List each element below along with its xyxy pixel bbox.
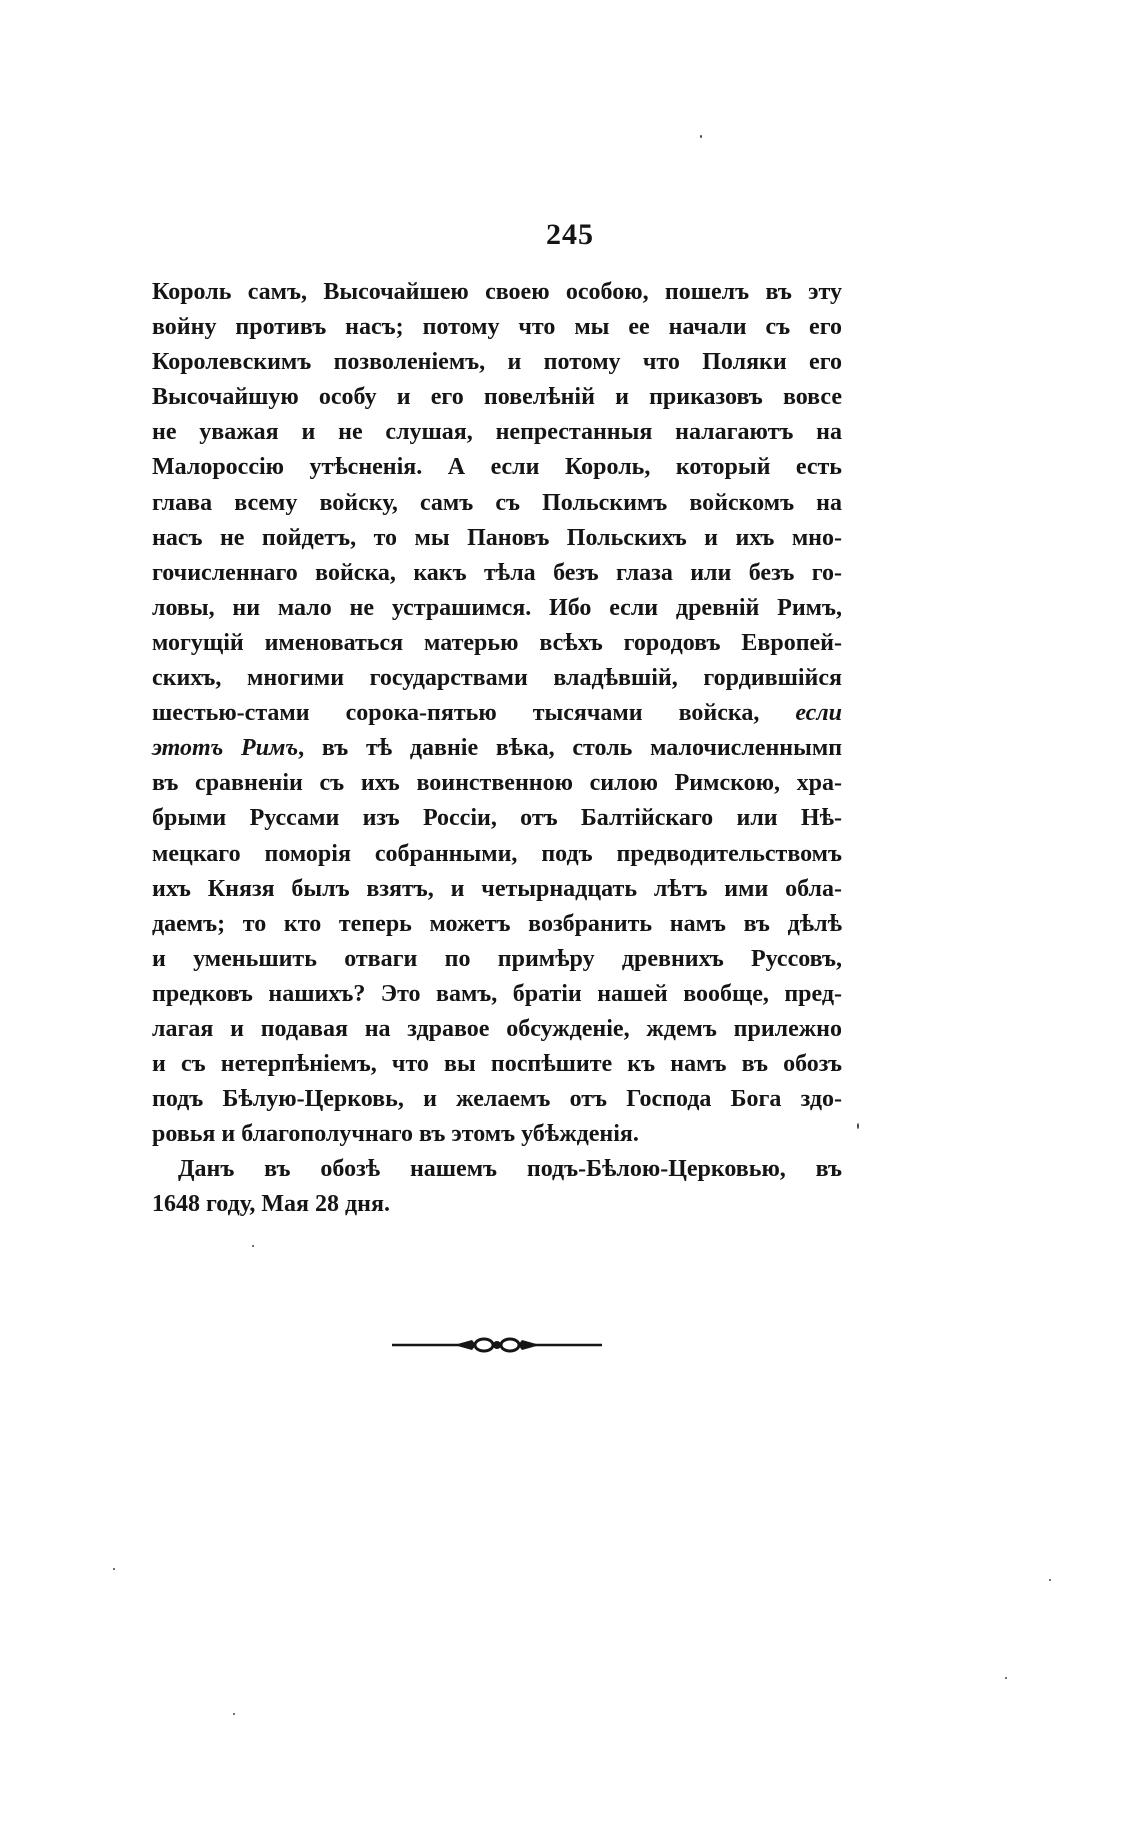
ornament-divider [392,1335,602,1355]
paper-speck [1005,1677,1007,1679]
text-line-11: могущій именоваться матерью всѣхъ городовъ Европей- [152,629,842,656]
text-line-1: Король самъ, Высочайшею своею особою, пошелъ въ эту [152,279,842,305]
paper-speck [252,1245,254,1247]
text-line-13-main: шестью-стами сорока-пятью тысячами войска, [152,700,760,727]
text-line-12: скихъ, многими государствами владѣвшій, гордившійся [152,665,842,692]
body-text [152,275,842,1223]
text-line-9: гочисленнаго войска, какъ тѣла безъ глаза или безъ го- [152,559,842,586]
text-line-21: предковъ нашихъ? Это вамъ, братіи нашей вообще, пред- [152,980,842,1007]
text-line-13 [152,696,842,731]
text-line-27: 1648 году, Мая 28 дня. [152,1191,390,1218]
paper-speck [113,1568,115,1570]
text-line-2: войну противъ насъ; потому что мы ее начали съ его [152,314,842,341]
text-line-15: въ сравненіи съ ихъ воинственною силою Римскою, хра- [152,770,842,797]
text-line-26: Данъ въ обозѣ нашемъ подъ-Бѣлою-Церковью, въ [178,1156,842,1183]
text-line-8: насъ не пойдетъ, то мы Пановъ Польскихъ и ихъ мно- [152,524,842,551]
text-line-25: ровья и благополучнаго въ этомъ убѣжденія. [152,1121,639,1148]
text-line-4: Высочайшую особу и его повелѣній и приказовъ вовсе [152,384,842,411]
page-number: 245 [546,218,594,251]
paper-speck [233,1713,235,1715]
text-line-20: и уменьшить отваги по примѣру древнихъ Руссовъ, [152,945,842,972]
text-line-5: не уважая и не слушая, непрестанныя налагаютъ на [152,419,842,446]
text-line-18: ихъ Князя былъ взятъ, и четырнадцать лѣтъ ими обла- [152,875,842,902]
text-line-7: глава всему войску, самъ съ Польскимъ войскомъ на [152,489,842,516]
text-line-3: Королевскимъ позволеніемъ, и потому что Поляки его [152,349,842,376]
text-line-14-italic: этотъ Римъ [152,735,299,762]
paper-speck [700,135,702,138]
text-line-16: брыми Руссами изъ Россіи, отъ Балтійскаго или Нѣ- [152,805,842,832]
text-line-13-italic: если [795,700,842,727]
text-line-6: Малороссію утѣсненія. А если Король, который есть [152,454,842,481]
text-line-10: ловы, ни мало не устрашимся. Ибо если древній Римъ, [152,594,842,621]
text-line-14: этотъ Римъ, въ тѣ давніе вѣка, столь малочисленнымп [152,735,843,762]
text-line-23: и съ нетерпѣніемъ, что вы поспѣшите къ намъ въ обозъ [152,1051,842,1078]
text-line-14-main: въ тѣ давніе вѣка, столь малочисленнымп [321,735,843,762]
text-line-17: мецкаго поморія собранными, подъ предводительствомъ [152,840,842,867]
text-line-24: подъ Бѣлую-Церковь, и желаемъ отъ Господа Бога здо- [152,1086,842,1113]
text-line-22: лагая и подавая на здравое обсужденіе, ждемъ прилежно [152,1015,842,1042]
text-line-19: даемъ; то кто теперь можетъ возбранить намъ въ дѣлѣ [152,910,842,937]
paper-speck [857,1123,859,1129]
paper-speck [1049,1579,1051,1581]
